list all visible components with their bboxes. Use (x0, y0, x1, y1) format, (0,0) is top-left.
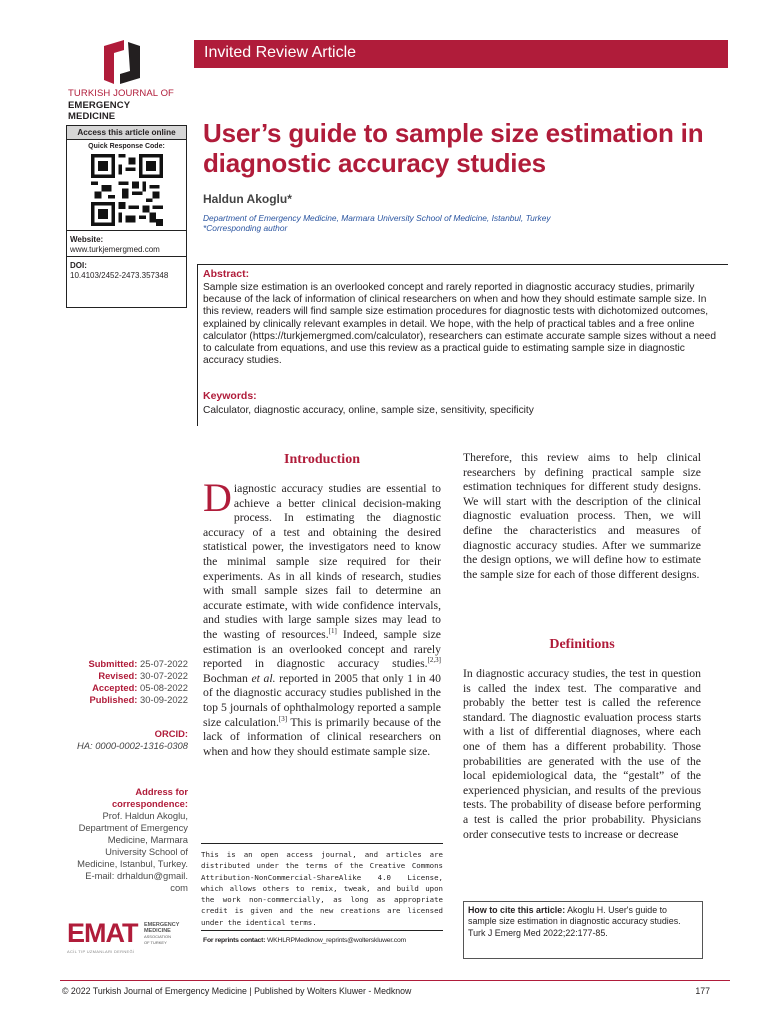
accepted-value: 05-08-2022 (140, 682, 188, 693)
correspondence-address (68, 786, 188, 894)
definitions-heading: Definitions (549, 637, 615, 652)
article-title: User’s guide to sample size estimation in diagnostic accuracy studies (203, 118, 704, 178)
drop-cap: D (203, 475, 232, 520)
address-email[interactable]: E-mail: drhaldun@gmail. (85, 870, 188, 881)
intro-text-c: Bochman (203, 671, 252, 685)
doi-link[interactable]: 10.4103/2452-2473.357348 (70, 271, 169, 280)
reprints-label: For reprints contact: (203, 937, 266, 944)
address-label-1: Address for (135, 786, 188, 797)
article-type-banner: Invited Review Article (194, 40, 728, 68)
access-heading: Access this article online (67, 126, 186, 140)
introduction-paragraph-2: Therefore, this review aims to help clinical researchers by defining practical sample size estimation techniques for different study designs. We will start with the description of the clinical diagnostic evaluation process. Then, we will define the characteristics and measures of diagnostic accuracy studies. After we summarize the design options, we will define how to estimate the sample size for each of those different designs. (463, 451, 701, 581)
footer-rule (60, 980, 730, 981)
orcid-value[interactable]: HA: 0000-0002-1316-0308 (76, 740, 188, 751)
article-dates (48, 658, 188, 706)
emat-logo-text: EMAT (67, 918, 138, 948)
doi-label: DOI: (70, 261, 87, 270)
cite-label: How to cite this article: (468, 905, 566, 915)
introduction-heading: Introduction (284, 452, 360, 467)
published-date (48, 694, 188, 706)
access-box (66, 125, 187, 308)
keywords-list: Calculator, diagnostic accuracy, online, sample size, sensitivity, specificity (203, 405, 534, 416)
article-author: Haldun Akoglu* (203, 192, 292, 206)
intro-text-d: reported in 2005 that only 1 in 40 of the diagnostic accuracy studies published in the top 5 journals of ophthalmology reported a sample size calculation. (203, 671, 441, 729)
address-line: University School of (105, 846, 188, 857)
abstract-heading: Abstract: (203, 268, 250, 280)
affiliation (203, 213, 723, 233)
orcid-label: ORCID: (154, 728, 188, 739)
citation-ref[interactable]: [2,3] (427, 656, 441, 665)
journal-name-line2: EMERGENCY MEDICINE (68, 100, 130, 122)
abstract-text: Sample size estimation is an overlooked concept and rarely reported in diagnostic accuracy studies, primarily because of the lack of information of clinical researchers on when and how they should estimate sample size. In this review, readers will find sample size estimation procedures for diagnostic tests with dichotomized outcomes, explained by clinically relevant examples in detail. We hope, with the help of practical tables and a free online calculator (https://turkjemergmed.com/calculator), researchers can estimate accurate sample sizes without a need to calculate from equations, and use this review as a practical guide to estimating sample size in diagnostic accuracy studies. (203, 282, 716, 367)
address-email-cont[interactable]: com (170, 882, 188, 893)
emat-side-line: MEDICINE (143, 927, 171, 934)
intro-text-e: This is primarily because of the lack of information of clinical researchers on when and how they should estimate sample size. (203, 715, 441, 758)
et-al: et al. (251, 671, 276, 685)
submitted-date (48, 658, 188, 670)
address-line: Prof. Haldun Akoglu, (102, 810, 188, 821)
page-number: 177 (695, 986, 710, 996)
website-link[interactable]: www.turkjemergmed.com (70, 245, 160, 254)
orcid-block (48, 728, 188, 752)
accepted-label: Accepted: (92, 682, 138, 693)
submitted-label: Submitted: (88, 658, 138, 669)
address-label-2: correspondence: (111, 798, 188, 809)
qr-code-icon[interactable] (91, 154, 163, 226)
emat-side-line: OF TURKEY (143, 939, 167, 945)
citation-ref[interactable]: [3] (278, 714, 288, 723)
footer-text: © 2022 Turkish Journal of Emergency Medicine | Published by Wolters Kluwer - Medknow (62, 986, 412, 996)
emat-logo (67, 918, 179, 954)
corresponding-note: *Corresponding author (203, 223, 288, 233)
emat-logo-side (144, 922, 179, 946)
license-text: This is an open access journal, and articles are distributed under the terms of the Creative Commons Attribution-NonCommercial-ShareAlike 4.0 License, which allows others to remix, tweak, and build upon the work non-commercially, as long as appropriate credit is given and the new creations are licensed under the identical terms. (201, 843, 443, 928)
published-label: Published: (89, 694, 138, 705)
submitted-value: 25-07-2022 (140, 658, 188, 669)
emat-side-line: EMERGENCY (143, 921, 180, 928)
published-value: 30-09-2022 (140, 694, 188, 705)
keywords-heading: Keywords: (203, 390, 257, 402)
citation-ref[interactable]: [1] (328, 627, 337, 636)
abstract-side-rule (197, 264, 198, 426)
introduction-paragraph-1 (203, 475, 441, 759)
cite-text: Akoglu H. User's guide to sample size estimation in diagnostic accuracy studies. Turk J Emerg Med 2022;22:177-85. (468, 905, 681, 938)
cite-box (463, 901, 703, 959)
abstract-top-rule (197, 264, 728, 265)
intro-text-b: Indeed, sample size estimation is an overlooked concept and rarely reported in diagnostic accuracy studies. (203, 627, 441, 671)
affiliation-text: Department of Emergency Medicine, Marmara University School of Medicine, Istanbul, Turkey (203, 213, 551, 223)
intro-text-a: iagnostic accuracy studies are essential to achieve a better clinical decision-making process. In estimating the diagnostic accuracy of a test and obtaining the desired statistical power, the investigators need to know the minimal sample size required for their experiments. As in all kinds of research, studies with small sample sizes fail to determine an accurate estimate, with wide confidence intervals, and studies with large sample sizes may lead to the wasting of resources. (203, 482, 441, 641)
reprints-email[interactable]: WKHLRPMedknow_reprints@wolterskluwer.com (265, 937, 406, 944)
revised-label: Revised: (98, 670, 138, 681)
journal-logo (68, 40, 178, 122)
revised-value: 30-07-2022 (140, 670, 188, 681)
address-line: Medicine, Marmara (107, 834, 188, 845)
emat-side-line: ASSOCIATION (143, 933, 171, 939)
definitions-paragraph-1: In diagnostic accuracy studies, the test in question is called the index test. The comparative and probably the better test is called the reference standard. The diagnostic evaluation process starts with a list of differential diagnoses, where each one of them has a different probability. Those probabilities are generated with the use of the local epidemiological data, the “gestalt” of the experienced physician, and results of the previous tests. The probability of disease before performing a test is called the prior probability. Physicians order consecutive tests to increase or decrease (463, 667, 701, 841)
accepted-date (48, 682, 188, 694)
website-label: Website: (70, 235, 104, 244)
journal-logo-mark-icon (102, 40, 142, 84)
reprints-rule (201, 930, 443, 931)
address-line: Medicine, Istanbul, Turkey. (77, 858, 188, 869)
reprints-contact (203, 937, 463, 944)
emat-logo-subtitle: ACİL TIP UZMANLARI DERNEĞİ (67, 949, 135, 954)
address-line: Department of Emergency (78, 822, 188, 833)
journal-name-line1: TURKISH JOURNAL OF (68, 88, 174, 99)
qr-label: Quick Response Code: (88, 143, 165, 150)
revised-date (48, 670, 188, 682)
